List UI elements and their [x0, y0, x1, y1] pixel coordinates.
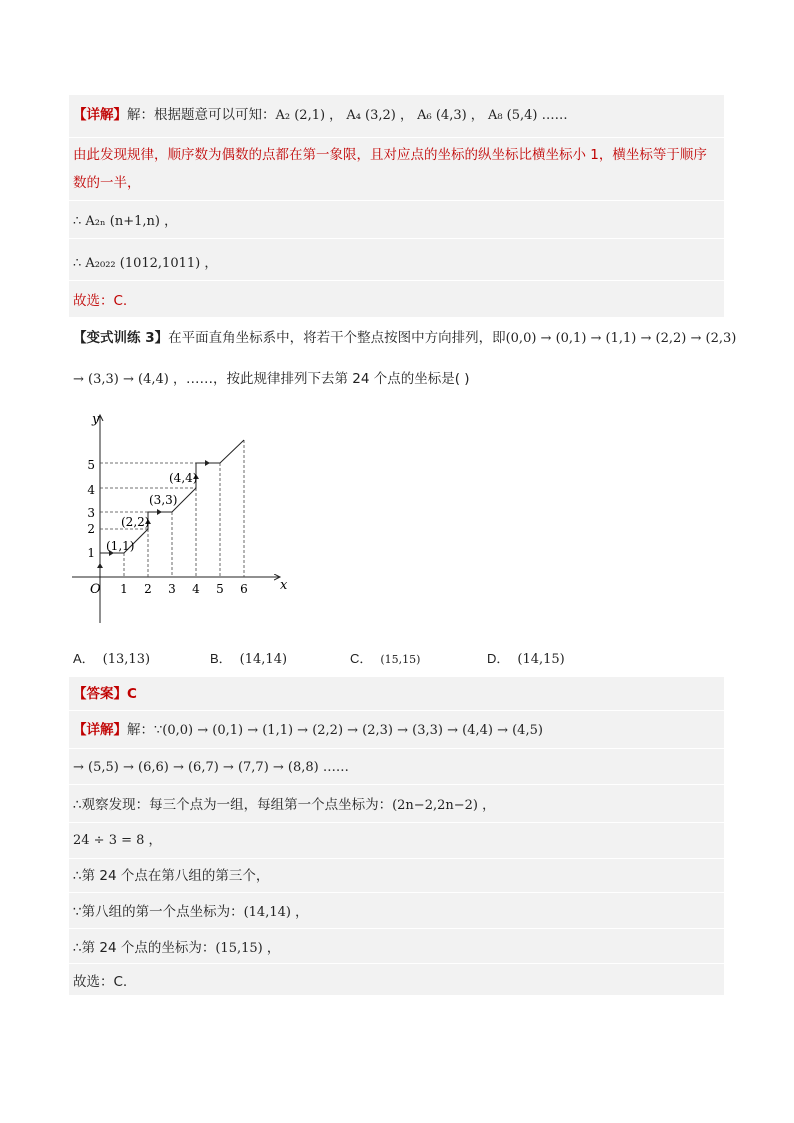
x-tick: 1	[120, 582, 128, 596]
answer-line	[73, 685, 137, 703]
divider	[69, 963, 724, 964]
detail-label: 【详解】	[73, 722, 127, 738]
solution-1-line-4: ∴ A₂ₙ (n+1,n) ，	[73, 214, 178, 229]
question-sequence: (0,0) → (0,1) → (1,1) → (2,2) → (2,3)	[505, 331, 737, 346]
divider	[69, 280, 724, 281]
x-tick: 4	[192, 582, 200, 596]
y-tick: 3	[87, 506, 95, 520]
point-label: (3,3)	[149, 493, 178, 507]
staircase-figure	[60, 405, 300, 630]
y-tick: 4	[87, 483, 95, 497]
x-tick: 5	[216, 582, 224, 596]
solution-1-line-3: 数的一半，	[73, 175, 141, 191]
divider	[69, 748, 724, 749]
answer-detail-line-6: ∵第八组的第一个点坐标为：(14,14) ，	[73, 904, 309, 920]
question-sequence-cont: → (3,3) → (4,4) ，	[73, 372, 186, 387]
x-axis-label: x	[280, 578, 288, 593]
solution-1-line-5: ∴ A₂₀₂₂ (1012,1011) ，	[73, 256, 218, 271]
staircase-path	[100, 440, 244, 577]
option-b[interactable]: B． (14,14)	[210, 651, 288, 667]
x-tick: 2	[144, 582, 152, 596]
y-axis-label: y	[92, 412, 100, 427]
point-label: (2,2)	[121, 515, 150, 529]
solution-1-line-6: 故选：C.	[73, 293, 128, 309]
origin-label: O	[90, 582, 101, 597]
divider	[69, 238, 724, 239]
solution-1-line-1	[73, 106, 568, 125]
solution-1-block	[69, 95, 724, 317]
divider	[69, 822, 724, 823]
answer-detail-line-4: 24 ÷ 3 = 8 ，	[73, 833, 162, 848]
divider	[69, 892, 724, 893]
option-d[interactable]: D． (14,15)	[487, 651, 565, 667]
divider	[69, 928, 724, 929]
divider	[69, 137, 724, 138]
divider	[69, 710, 724, 711]
question-text: 在平面直角坐标系中，将若干个整点按图中方向排列，即	[168, 330, 506, 346]
divider	[69, 200, 724, 201]
question-line-1	[73, 329, 736, 348]
y-tick: 5	[87, 458, 95, 472]
question-label: 【变式训练 3】	[73, 330, 169, 346]
y-tick: 1	[87, 546, 95, 560]
x-tick: 6	[240, 582, 248, 596]
solution-1-points: A₂ (2,1) ， A₄ (3,2) ， A₆ (4,3) ， A₈ (5,4) ……	[275, 108, 568, 123]
answer-detail-line-7: ∴第 24 个点的坐标为：(15,15) ，	[73, 940, 280, 956]
point-label: (1,1)	[106, 539, 135, 553]
solution-1-line-2: 由此发现规律，顺序数为偶数的点都在第一象限，且对应点的坐标的纵坐标比横坐标小 1，横坐标等于顺序	[73, 147, 707, 163]
answer-detail-line-3: ∴观察发现：每三个点为一组，每组第一个点坐标为：(2n−2,2n−2) ，	[73, 797, 496, 813]
divider	[69, 858, 724, 859]
x-tick: 3	[168, 582, 176, 596]
solution-1-text: 解：根据题意可以可知：	[127, 107, 276, 123]
answer-detail-line-8: 故选：C.	[73, 974, 128, 990]
answer-label: 【答案】	[73, 686, 127, 702]
answer-detail-line-5: ∴第 24 个点在第八组的第三个，	[73, 868, 270, 884]
option-a[interactable]: A． (13,13)	[73, 651, 151, 667]
point-label: (4,4)	[169, 471, 198, 485]
question-line-2	[73, 370, 470, 389]
answer-detail-line-2: → (5,5) → (6,6) → (6,7) → (7,7) → (8,8) ……	[73, 760, 349, 775]
detail-label: 【详解】	[73, 107, 127, 123]
option-c[interactable]: C． (15,15)	[350, 651, 421, 666]
answer-detail-line-1: 【详解】解：∵(0,0) → (0,1) → (1,1) → (2,2) → (2,3) → (3,3) → (4,4) → (4,5)	[73, 722, 543, 738]
divider	[69, 784, 724, 785]
answer-value: C	[127, 686, 137, 702]
y-tick: 2	[87, 522, 95, 536]
question-text-cont: ……，按此规律排列下去第 24 个点的坐标是( )	[185, 371, 470, 387]
